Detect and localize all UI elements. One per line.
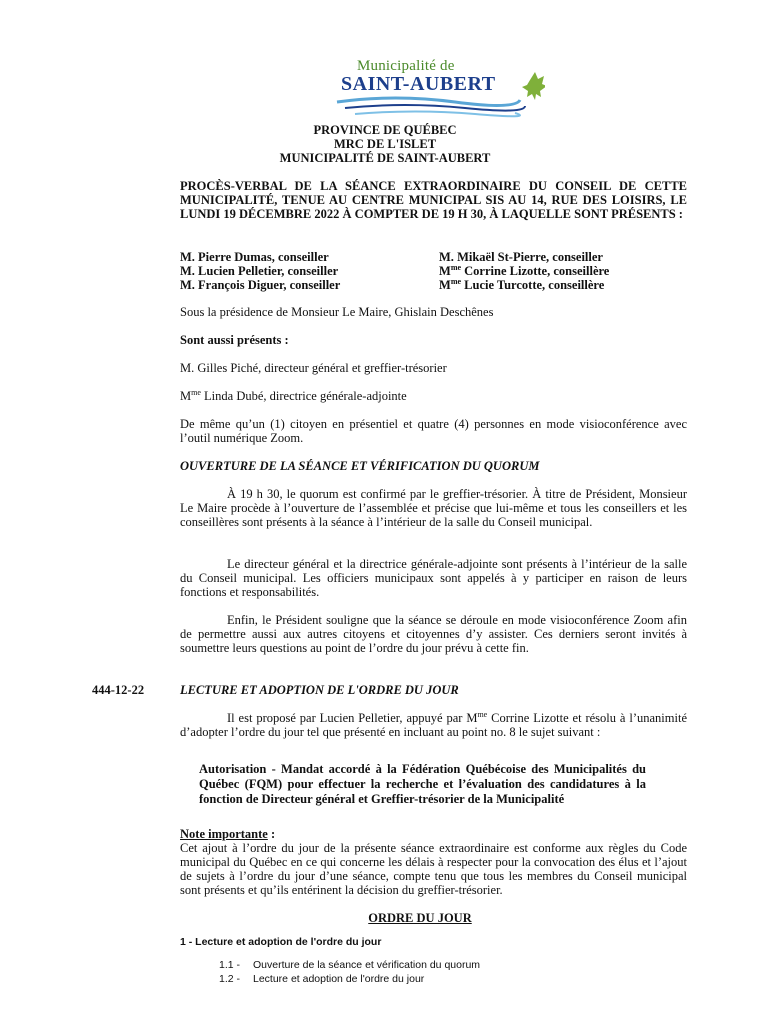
document-title: PROCÈS-VERBAL DE LA SÉANCE EXTRAORDINAIRE DU CONSEIL DE CETTE MUNICIPALITÉ, TENUE AU CENTRE MUNICIPAL SIS AU 14, RUE DES LOISIRS, LE LUNDI 19 DÉCEMBRE 2022 À COMPTER DE 19 H 30, À LAQUELLE SONT PRÉSENTS :: [180, 179, 687, 221]
presidence: Sous la présidence de Monsieur Le Maire, Ghislain Deschênes: [180, 305, 494, 319]
paragraph: Enfin, le Président souligne que la séance se déroule en mode visioconférence Zoom afin de permettre aussi aux autres citoyens et citoyennes d’y assister. Ces derniers seront invités à soumettre leurs questions au point de l’ordre du jour prévu à cette fin.: [180, 613, 687, 655]
paragraph: Il est proposé par Lucien Pelletier, appuyé par $M^{me}$ Corrine Lizotte et résolu à l’unanimité d’adopter l’ordre du jour tel que présenté en incluant au point no. 8 le sujet suivant :: [180, 709, 687, 739]
paragraph: Le directeur général et la directrice générale-adjointe sont présents à l’intérieur de la salle du Conseil municipal. Les officiers municipaux sont appelés à y participer en raison de leurs fonctions et responsabilités.: [180, 557, 687, 599]
aussi-member-1: M. Gilles Piché, directeur général et greffier-trésorier: [180, 361, 447, 375]
member: M. Lucien Pelletier, conseiller: [180, 264, 339, 278]
maple-leaf-icon: [522, 72, 545, 100]
member: $M^{me}$ Corrine Lizotte, conseillère: [439, 262, 610, 278]
list-item: 1.2 - Lecture et adoption de l'ordre du jour: [219, 973, 425, 985]
paragraph: À 19 h 30, le quorum est confirmé par le greffier-trésorier. À titre de Président, Monsieur Le Maire procède à l’ouverture de l’assemblée et précise que lui-même et tous les conseillers et les conseillères sont présents à la séance à l’intérieur de la salle du Conseil municipal.: [180, 487, 687, 529]
header-province: PROVINCE DE QUÉBEC: [313, 123, 457, 137]
ordre-title: ORDRE DU JOUR: [368, 911, 472, 925]
header-mrc: MRC DE L'ISLET: [333, 137, 437, 151]
note-text: Cet ajout à l’ordre du jour de la présente séance extraordinaire est conforme aux règles du Code municipal du Québec en ce qui concerne les délais à respecter pour la convocation des élus et l’ajout de sujets à l’ordre du jour d’une séance, compte tenu que tous les membres du Conseil municipal sont présents et qu’ils entérinent la décision du greffier-trésorier.: [180, 841, 687, 897]
citoyens-paragraph: De même qu’un (1) citoyen en présentiel et quatre (4) personnes en mode visioconférence avec l’outil numérique Zoom.: [180, 417, 687, 445]
aussi-member-2: $M^{me}$ Linda Dubé, directrice générale-adjointe: [180, 387, 407, 403]
ordre-subitems: [219, 958, 480, 986]
quoted-subject: Autorisation - Mandat accordé à la Fédération Québécoise des Municipalités du Québec (FQM) pour effectuer la recherche et l’évaluation des candidatures à la fonction de Directeur général et Greffier-trésorier de la Municipalité: [199, 762, 646, 806]
note-label: Note importante :: [180, 827, 276, 841]
member: M. François Diguer, conseiller: [180, 278, 341, 292]
section-title-ouverture: OUVERTURE DE LA SÉANCE ET VÉRIFICATION DU QUORUM: [180, 459, 540, 473]
member: $M^{me}$ Lucie Turcotte, conseillère: [439, 276, 605, 292]
members-left: [180, 250, 340, 292]
resolution-number: 444-12-22: [92, 683, 145, 697]
municipality-logo: [335, 58, 545, 120]
header-municipality: MUNICIPALITÉ DE SAINT-AUBERT: [279, 151, 491, 165]
members-right: [439, 250, 609, 292]
aussi-label: Sont aussi présents :: [180, 333, 289, 347]
member: M. Pierre Dumas, conseiller: [180, 250, 329, 264]
section-title-ordre: LECTURE ET ADOPTION DE L'ORDRE DU JOUR: [180, 683, 459, 697]
list-item: 1.1 - Ouverture de la séance et vérification du quorum: [219, 959, 481, 971]
logo-line2: SAINT-AUBERT: [341, 73, 496, 95]
logo-line1: Municipalité de: [357, 58, 455, 74]
member: M. Mikaël St-Pierre, conseiller: [439, 250, 603, 264]
ordre-item-1: 1 - Lecture et adoption de l'ordre du jour: [180, 936, 382, 948]
